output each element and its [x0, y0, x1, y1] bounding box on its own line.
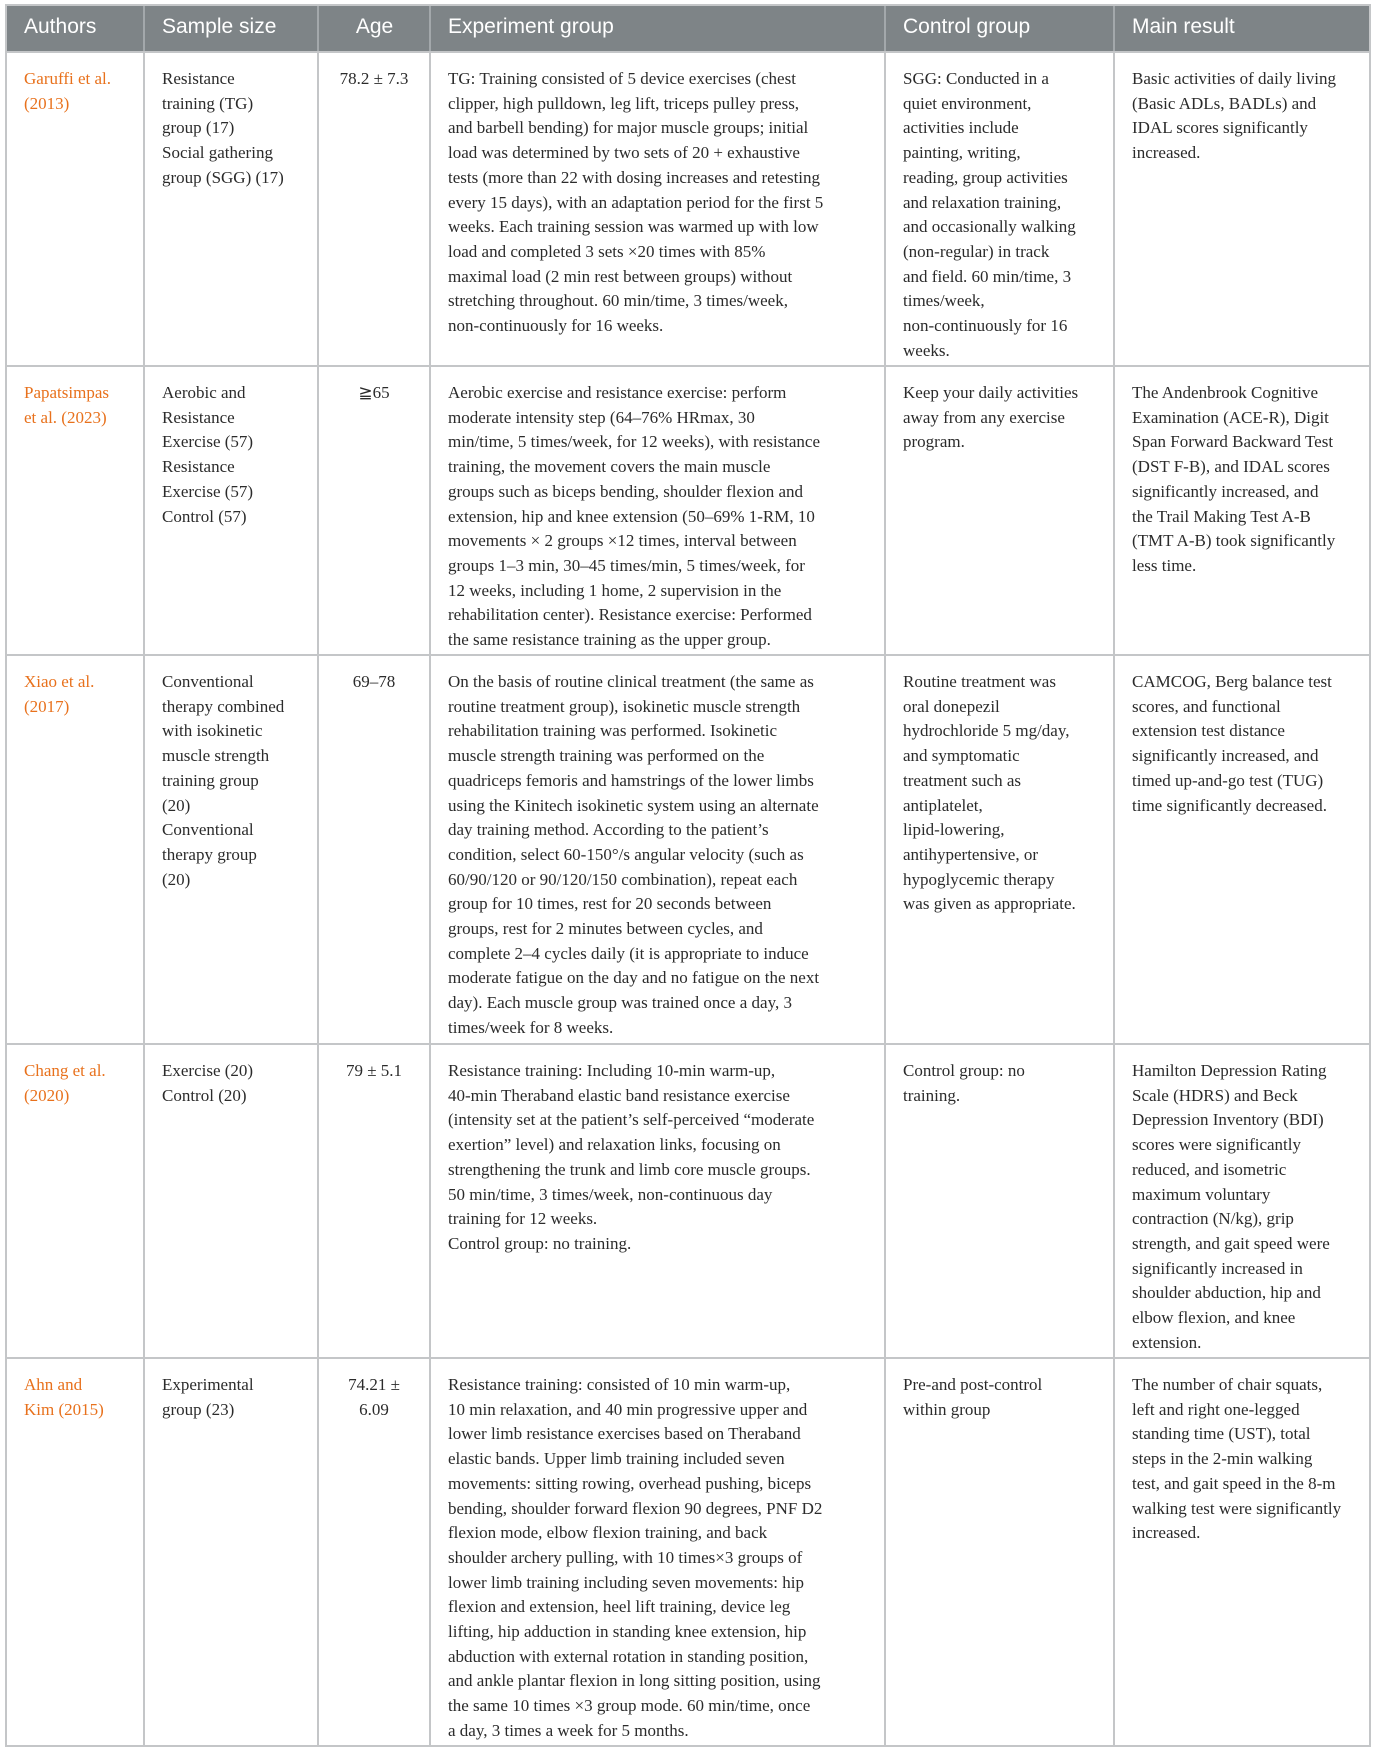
- author-link[interactable]: Ahn and Kim (2015): [24, 1375, 104, 1419]
- author-link[interactable]: Papatsimpas et al. (2023): [24, 383, 109, 427]
- table-header: [7, 4, 1369, 51]
- header-experiment-group: Experiment group: [429, 6, 884, 51]
- experiment-group-cell: Resistance training: consisted of 10 min warm-up, 10 min relaxation, and 40 min progressive upper and lower limb resistance exercises based on Theraband elastic bands. Upper limb training included seven movements: sitting rowing, overhead pushing, biceps bending, shoulder forward flexion 90 degrees, PNF D2 flexion mode, elbow flexion training, and back shoulder archery pulling, with 10 times×3 groups of lower limb training including seven movements: hip flexion and extension, heel lift training, device leg lifting, hip adduction in standing knee extension, hip abduction with external rotation in standing position, and ankle plantar flexion in long sitting position, using the same 10 times ×3 group mode. 60 min/time, once a day, 3 times a week for 5 months.: [429, 1359, 884, 1745]
- control-group-cell: Control group: no training.: [884, 1045, 1113, 1357]
- header-authors: Authors: [24, 15, 97, 38]
- experiment-group-cell: Aerobic exercise and resistance exercise: perform moderate intensity step (64–76% HRmax, 30 min/time, 5 times/week, for 12 weeks), with resistance training, the movement covers the main muscle groups such as biceps bending, shoulder flexion and extension, hip and knee extension (50–69% 1-RM, 10 movements × 2 groups ×12 times, interval between groups 1–3 min, 30–45 times/min, 5 times/week, for 12 weeks, including 1 home, 2 supervision in the rehabilitation center). Resistance exercise: Performed the same resistance training as the upper group.: [429, 367, 884, 654]
- table-row: [7, 654, 1369, 1043]
- control-group-cell: Pre-and post-control within group: [884, 1359, 1113, 1745]
- main-result-cell: CAMCOG, Berg balance test scores, and functional extension test distance significantly increased, and timed up-and-go test (TUG) time significantly decreased.: [1113, 656, 1369, 1043]
- age-cell: 79 ± 5.1: [317, 1045, 429, 1357]
- sample-size-cell: Resistance training (TG) group (17) Social gathering group (SGG) (17): [143, 53, 317, 365]
- table-row: [7, 365, 1369, 654]
- author-link[interactable]: Xiao et al. (2017): [24, 672, 95, 716]
- experiment-group-cell: On the basis of routine clinical treatment (the same as routine treatment group), isokinetic muscle strength rehabilitation training was performed. Isokinetic muscle strength training was performed on the quadriceps femoris and hamstrings of the lower limbs using the Kinitech isokinetic system using an alternate day training method. According to the patient’s condition, select 60-150°/s angular velocity (such as 60/90/120 or 90/120/150 combination), repeat each group for 10 times, rest for 20 seconds between groups, rest for 2 minutes between cycles, and complete 2–4 cycles daily (it is appropriate to induce moderate fatigue on the day and no fatigue on the next day). Each muscle group was trained once a day, 3 times/week for 8 weeks.: [429, 656, 884, 1043]
- experiment-group-cell: TG: Training consisted of 5 device exercises (chest clipper, high pulldown, leg lift, triceps pulley press, and barbell bending) for major muscle groups; initial load was determined by two sets of 20 + exhaustive tests (more than 22 with dosing increases and retesting every 15 days), with an adaptation period for the first 5 weeks. Each training session was warmed up with low load and completed 3 sets ×20 times with 85% maximal load (2 min rest between groups) without stretching throughout. 60 min/time, 3 times/week, non-continuously for 16 weeks.: [429, 53, 884, 365]
- age-cell: 78.2 ± 7.3: [317, 53, 429, 365]
- studies-table: [5, 4, 1371, 1747]
- age-cell: ≧65: [317, 367, 429, 654]
- header-age: Age: [317, 6, 429, 51]
- table-row: [7, 1043, 1369, 1357]
- sample-size-cell: Experimental group (23): [143, 1359, 317, 1745]
- table-row: [7, 51, 1369, 365]
- main-result-cell: Hamilton Depression Rating Scale (HDRS) and Beck Depression Inventory (BDI) scores were significantly reduced, and isometric maximum voluntary contraction (N/kg), grip strength, and gait speed were significantly increased in shoulder abduction, hip and elbow flexion, and knee extension.: [1113, 1045, 1369, 1357]
- author-link[interactable]: Chang et al. (2020): [24, 1061, 106, 1105]
- main-result-cell: The number of chair squats, left and right one-legged standing time (UST), total steps in the 2-min walking test, and gait speed in the 8-m walking test were significantly increased.: [1113, 1359, 1369, 1745]
- main-result-cell: Basic activities of daily living (Basic ADLs, BADLs) and IDAL scores significantly increased.: [1113, 53, 1369, 365]
- control-group-cell: Routine treatment was oral donepezil hydrochloride 5 mg/day, and symptomatic treatment such as antiplatelet, lipid-lowering, antihypertensive, or hypoglycemic therapy was given as appropriate.: [884, 656, 1113, 1043]
- experiment-group-cell: Resistance training: Including 10-min warm-up, 40-min Theraband elastic band resistance exercise (intensity set at the patient’s self-perceived “moderate exertion” level) and relaxation links, focusing on strengthening the trunk and limb core muscle groups. 50 min/time, 3 times/week, non-continuous day training for 12 weeks. Control group: no training.: [429, 1045, 884, 1357]
- age-cell: 74.21 ± 6.09: [317, 1359, 429, 1745]
- sample-size-cell: Aerobic and Resistance Exercise (57) Resistance Exercise (57) Control (57): [143, 367, 317, 654]
- table-row: [7, 1357, 1369, 1745]
- control-group-cell: Keep your daily activities away from any exercise program.: [884, 367, 1113, 654]
- header-main-result: Main result: [1113, 6, 1369, 51]
- sample-size-cell: Conventional therapy combined with isokinetic muscle strength training group (20) Conventional therapy group (20): [143, 656, 317, 1043]
- sample-size-cell: Exercise (20) Control (20): [143, 1045, 317, 1357]
- header-control-group: Control group: [884, 6, 1113, 51]
- author-link[interactable]: Garuffi et al. (2013): [24, 69, 112, 113]
- age-cell: 69–78: [317, 656, 429, 1043]
- control-group-cell: SGG: Conducted in a quiet environment, activities include painting, writing, reading, group activities and relaxation training, and occasionally walking (non-regular) in track and field. 60 min/time, 3 times/week, non-continuously for 16 weeks.: [884, 53, 1113, 365]
- header-sample-size: Sample size: [143, 6, 317, 51]
- main-result-cell: The Andenbrook Cognitive Examination (ACE-R), Digit Span Forward Backward Test (DST F-B), and IDAL scores significantly increased, and the Trail Making Test A-B (TMT A-B) took significantly less time.: [1113, 367, 1369, 654]
